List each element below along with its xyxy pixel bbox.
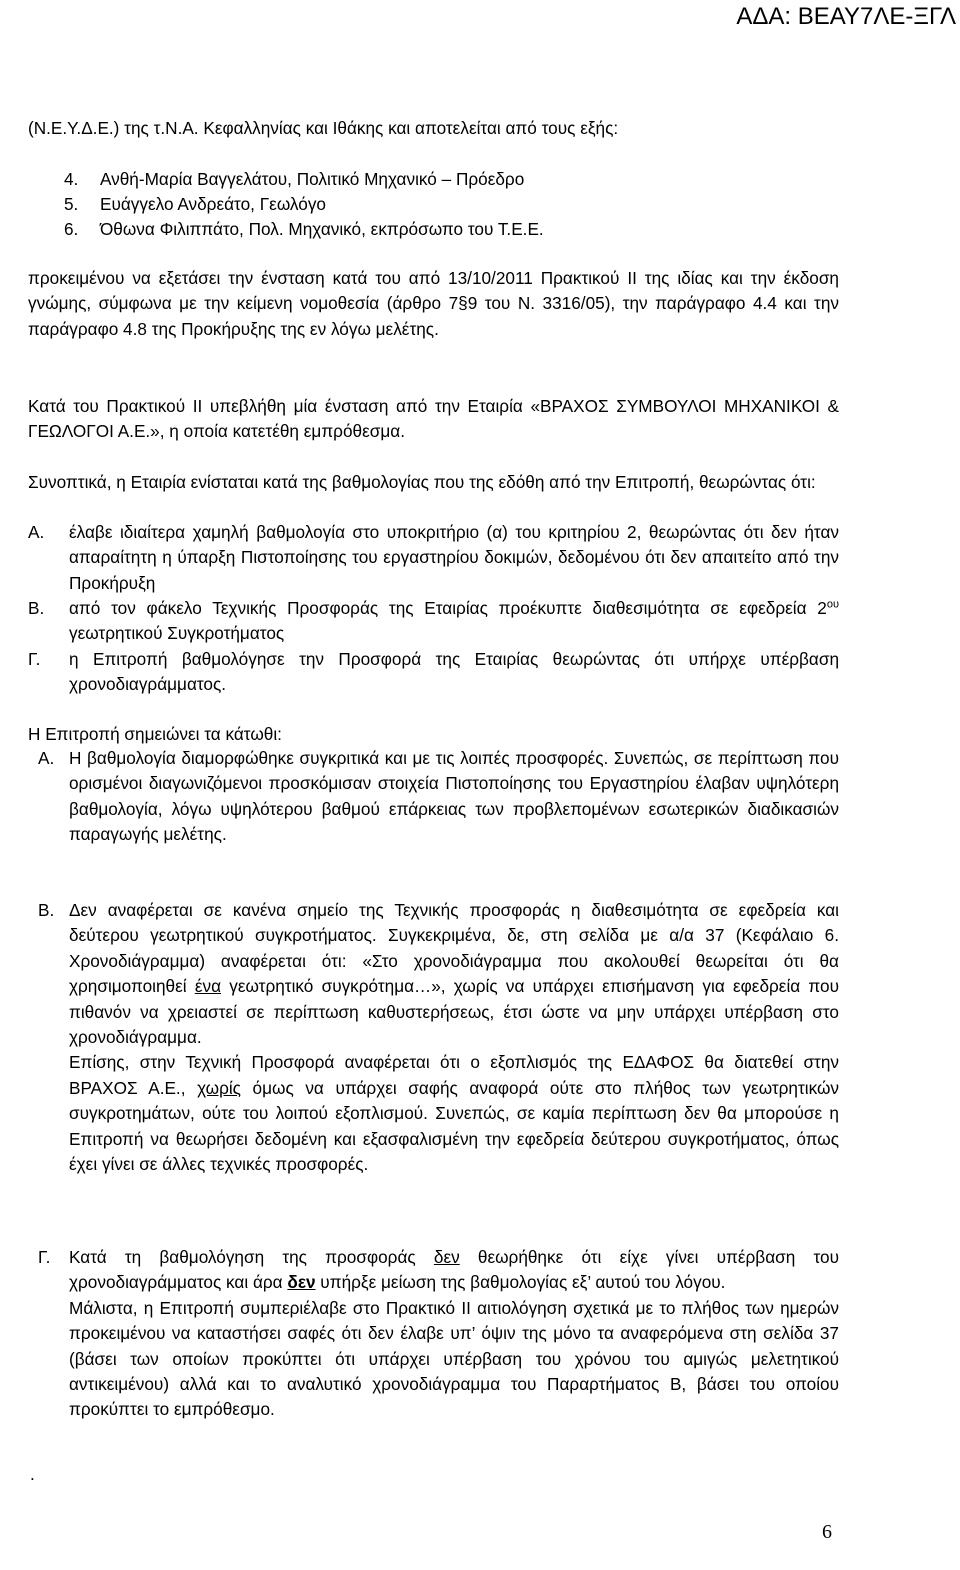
member-text: Ανθή-Μαρία Βαγγελάτου, Πολιτικό Μηχανικό – Πρόεδρο <box>100 169 525 189</box>
committee-item-b <box>38 898 839 1177</box>
item-text-continued: Επίσης, στην Τεχνική Προσφορά αναφέρεται ότι ο εξοπλισμός της ΕΔΑΦΟΣ θα διατεθεί στην ΒΡΑΧΟΣ Α.Ε., χωρίς όμως να υπάρχει σαφής αναφορά ούτε στο πλήθος των γεωτρητικών συγκροτημάτων, ούτε του λοιπού εξοπλισμού. Συνεπώς, σε καμία περίπτωση δεν θα μπορούσε η Επιτροπή να θεωρήσει δεδομένη και εξασφαλισμένη την εφεδρεία δεύτερου συγκροτήματος, όπως έχει γίνει σε άλλες τεχνικές προσφορές. <box>69 1052 839 1175</box>
item-label: Β. <box>28 598 45 618</box>
intro-line: (Ν.Ε.Υ.Δ.Ε.) της τ.Ν.Α. Κεφαλληνίας και Ιθάκης και αποτελείται από τους εξής: <box>28 118 619 138</box>
item-label: Β. <box>38 900 55 920</box>
summary-item-b <box>28 596 839 647</box>
item-text: Κατά τη βαθμολόγηση της προσφοράς δεν θεωρήθηκε ότι είχε γίνει υπέρβαση του χρονοδιαγράμματος και άρα δεν υπήρξε μείωση της βαθμολογίας εξ’ αυτού του λόγου. <box>69 1247 839 1293</box>
purpose-paragraph: προκειμένου να εξετάσει την ένσταση κατά του από 13/10/2011 Πρακτικού ΙΙ της ιδίας και την έκδοση γνώμης, σύμφωνα με την κείμενη νομοθεσία (άρθρο 7§9 του Ν. 3316/05), την παράγραφο 4.4 και την παράγραφο 4.8 της Προκήρυξης της εν λόγω μελέτης. <box>28 268 839 339</box>
item-text: Δεν αναφέρεται σε κανένα σημείο της Τεχνικής προσφοράς η διαθεσιμότητα σε εφεδρεία και δεύτερου γεωτρητικού συγκροτήματος. Συγκεκριμένα, δε, στη σελίδα με α/α 37 (Κεφάλαιο 6. Χρονοδιάγραμμα) αναφέρεται ότι: «Στο χρονοδιάγραμμα που ακολουθεί θεωρείται ότι θα χρησιμοποιηθεί ένα γεωτρητικό συγκρότημα…», χωρίς να υπάρχει επισήμανση για εφεδρεία που πιθανόν να χρειαστεί σε περίπτωση καθυστερήσεως, έτσι ώστε να μην υπάρχει υπέρβαση στο χρονοδιάγραμμα. <box>69 900 839 1048</box>
underlined-word: ένα <box>194 976 222 997</box>
underlined-word: χωρίς <box>197 1077 241 1098</box>
item-label: Γ. <box>28 649 41 669</box>
item-text: έλαβε ιδιαίτερα χαμηλή βαθμολογία στο υποκριτήριο (α) του κριτηρίου 2, θεωρώντας ότι δεν ήταν απαραίτητη η ύπαρξη Πιστοποίησης του εργαστηρίου δοκιμών, δεδομένου ότι δεν απαιτείτο από την Προκήρυξη <box>69 522 839 593</box>
stray-dot: . <box>30 1464 35 1484</box>
member-text: Ευάγγελο Ανδρεάτο, Γεωλόγο <box>100 194 326 214</box>
member-item <box>64 167 844 192</box>
page-number: 6 <box>822 1521 832 1543</box>
bold-underlined-word: δεν <box>287 1272 316 1293</box>
item-text: η Επιτροπή βαθμολόγησε την Προσφορά της Εταιρίας θεωρώντας ότι υπήρχε υπέρβαση χρονοδιαγράμματος. <box>69 649 839 695</box>
member-number: 5. <box>64 194 79 214</box>
item-text-continued: Μάλιστα, η Επιτροπή συμπεριέλαβε στο Πρακτικό ΙΙ αιτιολόγηση σχετικά με το πλήθος των ημερών προκειμένου να καταστήσει σαφές ότι δεν έλαβε υπ’ όψιν της μόνο τα αναφερόμενα στη σελίδα 37 (βάσει των οποίων προκύπτει ότι υπάρχει υπέρβαση του χρόνου του αμιγώς μελετητικού αντικειμένου) αλλά και το αναλυτικό χρονοδιάγραμμα του Παραρτήματος Β, βάσει του οποίου προκύπτει το εμπρόθεσμο. <box>69 1297 839 1420</box>
committee-item-c <box>38 1245 839 1423</box>
superscript-ordinal: ου <box>826 598 839 611</box>
committee-intro: Η Επιτροπή σημειώνει τα κάτωθι: <box>28 724 282 744</box>
member-text: Όθωνα Φιλιππάτο, Πολ. Μηχανικό, εκπρόσωπο του Τ.Ε.Ε. <box>100 219 544 239</box>
ada-code: ΑΔΑ: ΒΕΑΥ7ΛΕ-ΞΓΛ <box>736 3 956 30</box>
member-number: 4. <box>64 169 79 189</box>
item-label: Α. <box>38 748 55 768</box>
member-item <box>64 192 844 217</box>
underlined-word: δεν <box>433 1247 460 1267</box>
summary-item-a <box>28 520 839 596</box>
objection-paragraph: Κατά του Πρακτικού ΙΙ υπεβλήθη μία ένσταση από την Εταιρία «ΒΡΑΧΟΣ ΣΥΜΒΟΥΛΟΙ ΜΗΧΑΝΙΚΟΙ & ΓΕΩΛΟΓΟΙ Α.Ε.», η οποία κατετέθη εμπρόθεσμα. <box>28 396 839 442</box>
committee-item-a <box>38 746 839 848</box>
member-item <box>64 217 844 242</box>
summary-intro: Συνοπτικά, η Εταιρία ενίσταται κατά της βαθμολογίας που της εδόθη από την Επιτροπή, θεωρώντας ότι: <box>28 472 816 492</box>
summary-item-c <box>28 647 839 698</box>
item-label: Α. <box>28 522 45 542</box>
item-text: Η βαθμολογία διαμορφώθηκε συγκριτικά και με τις λοιπές προσφορές. Συνεπώς, σε περίπτωση που ορισμένοι διαγωνιζόμενοι προσκόμισαν στοιχεία Πιστοποίησης του Εργαστηρίου έλαβαν υψηλότερη βαθμολογία, λόγω υψηλότερου βαθμού επάρκειας των προβλεπομένων εσωτερικών διαδικασιών παραγωγής μελέτης. <box>69 748 839 845</box>
item-label: Γ. <box>38 1247 51 1267</box>
member-number: 6. <box>64 219 79 239</box>
item-text: από τον φάκελο Τεχνικής Προσφοράς της Εταιρίας προέκυπτε διαθεσιμότητα σε εφεδρεία $2^{o\upsilon}$ γεωτρητικού Συγκροτήματος <box>69 598 839 644</box>
